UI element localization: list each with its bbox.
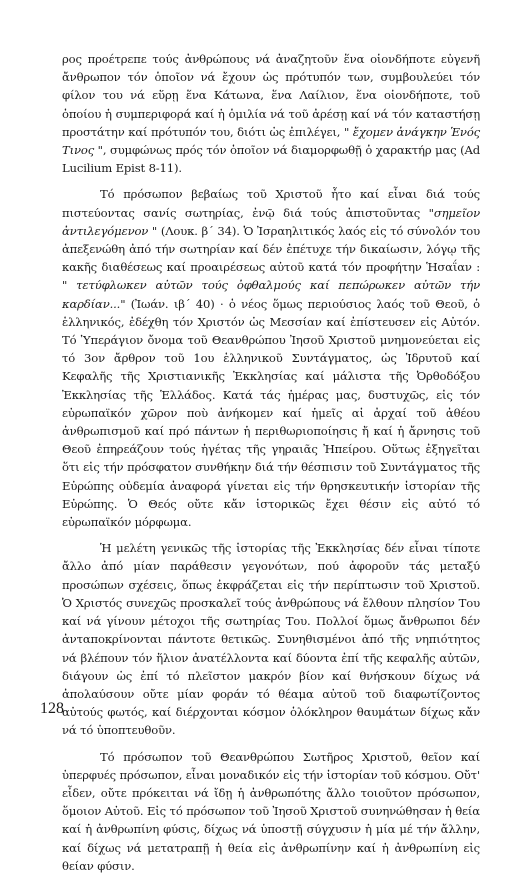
paragraph <box>62 50 480 177</box>
italic-quote: " τετύφλωκεν αὐτῶν τούς ὀφθαλμούς καί πεπώρωκεν αὐτῶν τήν καρδίαν..." <box>62 278 480 311</box>
paragraph <box>62 185 480 531</box>
text-segment: ρος προέτρεπε τούς ἀνθρώπους νά ἀναζητοῦν ἕνα οἱονδήποτε εὐγενῆ ἄνθρωπον τόν ὁποῖον νά ἔχουν ὡς πρότυπόν των, συμβουλεύει τόν φίλον του νά εὕρῃ ἕνα Κάτωνα, ἕνα Λαίλιον, ἕνα οἱονδήποτε, τοῦ ὁποίου ἡ συμπεριφορά καί ἡ ὁμιλία νά τοῦ ἀρέσῃ καί νά τόν καταστήσῃ προστάτην καί πρότυπόν του, διότι ὡς ἐπιλέγει, <box>62 52 480 139</box>
body-text <box>62 50 480 875</box>
paragraph <box>62 539 480 739</box>
text-segment: , συμφώνως πρός τόν ὁποῖον νά διαμορφωθῇ ὁ χαρακτήρ μας (Ad Lucilium Epist 8-11). <box>62 143 480 176</box>
text-segment: (Ἰωάν. ιβ´ 40) · ὁ νέος ὅμως περιούσιος λαός τοῦ Θεοῦ, ὁ ἑλληνικός, ἐδέχθη τόν Χριστόν ὡς Μεσσίαν καί ἐπίστευσεν εἰς Αὐτόν. Τό Ὑπεράγιον ὄνομα τοῦ Θεανθρώπου Ἰησοῦ Χριστοῦ μνημονεύεται εἰς τό 3ον ἄρθρον τοῦ 1ου ἑλληνικοῦ Συντάγματος, ὡς Ἱδρυτοῦ καί Κεφαλῆς τῆς Χριστιανικῆς Ἐκκλησίας καί μάλιστα τῆς Ὀρθοδόξου Ἐκκλησίας τῆς Ἑλλάδος. Κατά τάς ἡμέρας μας, δυστυχῶς, εἰς τόν εὐρωπαϊκόν χῶρον ποὺ ἀνήκομεν καί ἡμεῖς αἱ ἀρχαί τοῦ ἀθέου ἀνθρωπισμοῦ καί πρό πάντων ἡ περιθωριοποίησις ἤ καί ἡ ἄρνησις τοῦ Θεοῦ ἐπηρεάζουν τούς ἡγέτας τῆς γηραιᾶς Ἠπείρου. Οὕτως ἐξηγεῖται ὅτι εἰς τήν πρόσφατον συνθήκην διά τήν θέσπισιν τοῦ Συντάγματος τῆς Εὐρώπης οὐδεμία ἀναφορά γίνεται εἰς τήν θρησκευτικήν ἱστορίαν τῆς Εὐρώπης. Ὁ Θεός οὔτε κἄν ἱστορικῶς ἔχει θέσιν εἰς αὐτό τό εὐρωπαϊκόν μόρφωμα. <box>62 296 480 530</box>
text-segment: Ἡ μελέτη γενικῶς τῆς ἱστορίας τῆς Ἐκκλησίας δέν εἶναι τίποτε ἄλλο ἀπό μίαν παράθεσιν γεγονότων, πού ἀφοροῦν τάς μεταξύ προσώπων σχέσεις, ὅπως ἐκφράζεται εἰς τήν περίπτωσιν τοῦ Χριστοῦ. Ὁ Χριστός συνεχῶς προσκαλεῖ τούς ἀνθρώπους νά ἔλθουν πλησίον Του καί νά γίνουν μέτοχοι τῆς σωτηρίας Του. Πολλοί ὅμως ἄνθρωποι δέν ἀνταποκρίνονται πάντοτε θετικῶς. Συνηθισμένοι ἀπό τῆς νηπιότητος νά βλέπουν τόν ἥλιον ἀνατέλλοντα καί δύοντα ἐπί τῆς κεφαλῆς αὐτῶν, διάγουν ὡς ἐπί τό πλεῖστον μακρόν βίον καί θνήσκουν δίχως νά ἀπολαύσουν οὔτε μίαν φοράν τό θέαμα αὐτοῦ τοῦ διαφωτίζοντος αὐτούς φωτός, καί διέρχονται κόσμον ὁλόκληρον θαυμάτων δίχως κἄν νά τό ὑποπτευθοῦν. <box>62 541 480 738</box>
italic-quote: " ἔχομεν ἀνάγκην Ἑνός Τινος " <box>62 124 480 158</box>
text-segment: (Λουκ. β´ 34). Ὁ Ἰσραηλιτικός λαός εἰς τό σύνολόν του ἀπεξενώθη ἀπό τήν σωτηρίαν καί δέν ἐπέτυχε τήν δικαίωσιν, λόγῳ τῆς κακῆς διαθέσεως καί προαιρέσεως αὐτοῦ κατά τόν προφήτην Ἡσαΐαν : <box>62 223 480 275</box>
paragraph <box>62 748 480 875</box>
text-segment: Τό πρόσωπον βεβαίως τοῦ Χριστοῦ ἦτο καί εἶναι διά τούς πιστεύοντας σανίς σωτηρίας, ἐνῷ διά τούς ἀπιστοῦντας <box>62 187 480 220</box>
page-number: 128 <box>40 700 64 717</box>
italic-quote: "σημεῖον ἀντιλεγόμενον " <box>62 205 480 238</box>
text-segment: Τό πρόσωπον τοῦ Θεανθρώπου Σωτῆρος Χριστοῦ, θεῖον καί ὑπερφυές πρόσωπον, εἶναι μοναδικόν εἰς τήν ἱστορίαν τοῦ κόσμου. Οὔτ' εἶδεν, οὔτε πρόκειται νά ἴδῃ ἡ ἀνθρωπότης ἄλλο τοιοῦτον πρόσωπον, ὅμοιον Αὐτοῦ. Εἰς τό πρόσωπον τοῦ Ἰησοῦ Χριστοῦ συνηνώθησαν ἡ θεία καί ἡ ἀνθρωπίνη φύσις, δίχως νά ὑποστῇ σύγχυσιν ἡ μία μέ τήν ἄλλην, καί δίχως νά μετατραπῇ ἡ θεία εἰς ἀνθρωπίνην καί ἡ ἀνθρωπίνη εἰς θείαν φύσιν. <box>62 749 480 873</box>
